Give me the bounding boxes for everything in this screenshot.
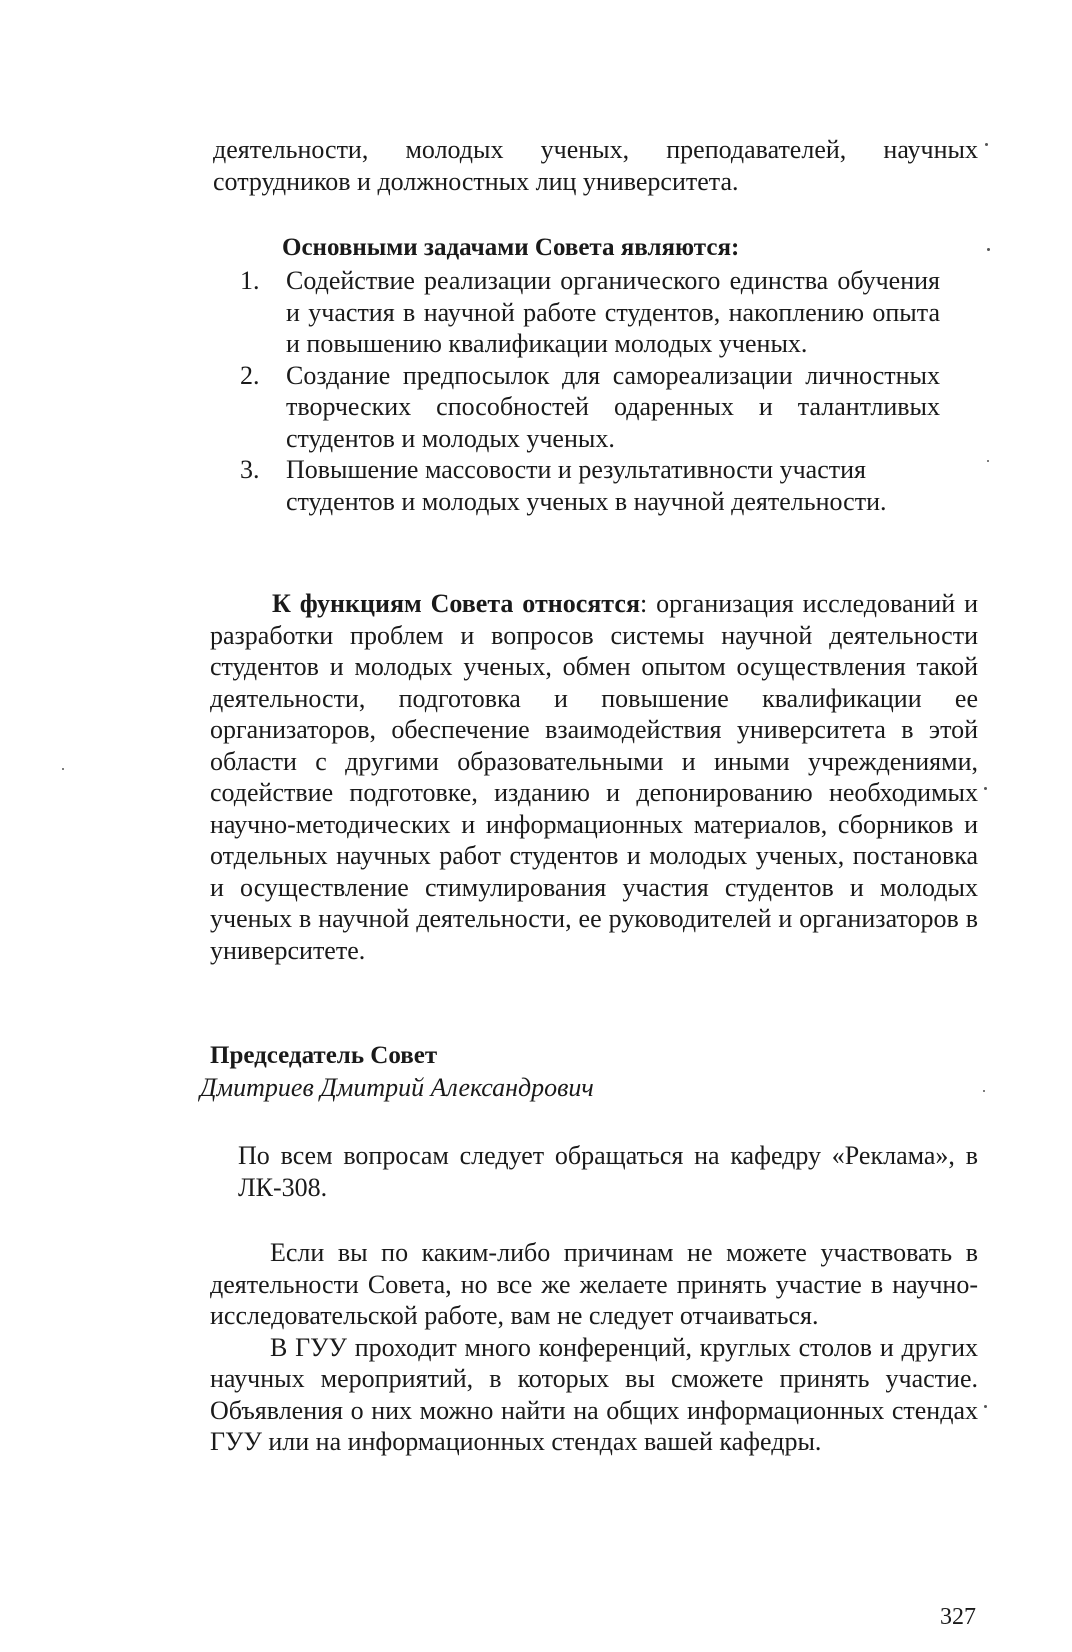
scan-speck [985,143,988,146]
intro-text: деятельности, молодых ученых, преподавателей, научных сотрудников и должностных лиц университета. [213,135,978,196]
notice-paragraph-1: Если вы по каким-либо причинам не можете участвовать в деятельности Совета, но все же желаете принять участие в научно-исследовательской работе, вам не следует отчаиваться. [210,1238,978,1330]
intro-paragraph [213,134,978,197]
task-text: Повышение массовости и результативности участия студентов и молодых ученых в научной деятельности. [286,455,887,516]
task-item [240,265,940,360]
functions-lead: К функциям Совета относятся [272,589,641,618]
notice-paragraph-2: В ГУУ проходит много конференций, круглых столов и других научных мероприятий, в которых вы сможете принять участие. Объявления о них можно найти на общих информационных стендах ГУУ или на информационных стендах вашей кафедры. [210,1332,978,1456]
task-item [240,454,940,517]
notice-section [210,1237,978,1458]
scan-speck [984,787,987,790]
scan-speck [987,248,990,251]
task-number: 1. [240,266,260,295]
tasks-list [240,265,940,517]
task-text: Содействие реализации органического единства обучения и участия в научной работе студентов, накоплению опыта и повышению квалификации молодых ученых. [286,266,940,358]
task-text: Создание предпосылок для самореализации личностных творческих способностей одаренных и талантливых студентов и молодых ученых. [286,360,940,453]
scan-speck [984,1405,987,1408]
scan-speck [987,460,989,462]
functions-colon: : [640,589,648,618]
functions-paragraph [210,588,978,966]
scan-speck [62,768,64,770]
functions-text: организация исследований и разработки проблем и вопросов системы научной деятельности студентов и молодых ученых, обмен опытом осуществления такой деятельности, подготовка и повышение квалификации ее организаторов, обеспечение взаимодействия университета в этой области с другими образовательными и иными учреждениями, содействие подготовке, изданию и депонированию необходимых научно-методических и информационных материалов, сборников и отдельных научных работ студентов и молодых ученых, постановка и осуществление стимулирования участия студентов и молодых ученых в научной деятельности, ее руководителей и организаторов в университете. [210,589,979,965]
task-number: 3. [240,455,260,484]
scan-speck [983,1090,985,1092]
page-number: 327 [940,1604,976,1630]
task-number: 2. [240,360,260,390]
contact-text: По всем вопросам следует обращаться на кафедру «Реклама», в ЛК-308. [238,1141,978,1202]
task-item [240,360,940,455]
tasks-heading: Основными задачами Совета являются: [282,234,740,261]
chair-name: Дмитриев Дмитрий Александрович [200,1073,594,1102]
functions-text-container [210,588,978,966]
contact-paragraph [238,1140,978,1203]
chair-title: Председатель Совет [210,1042,438,1069]
